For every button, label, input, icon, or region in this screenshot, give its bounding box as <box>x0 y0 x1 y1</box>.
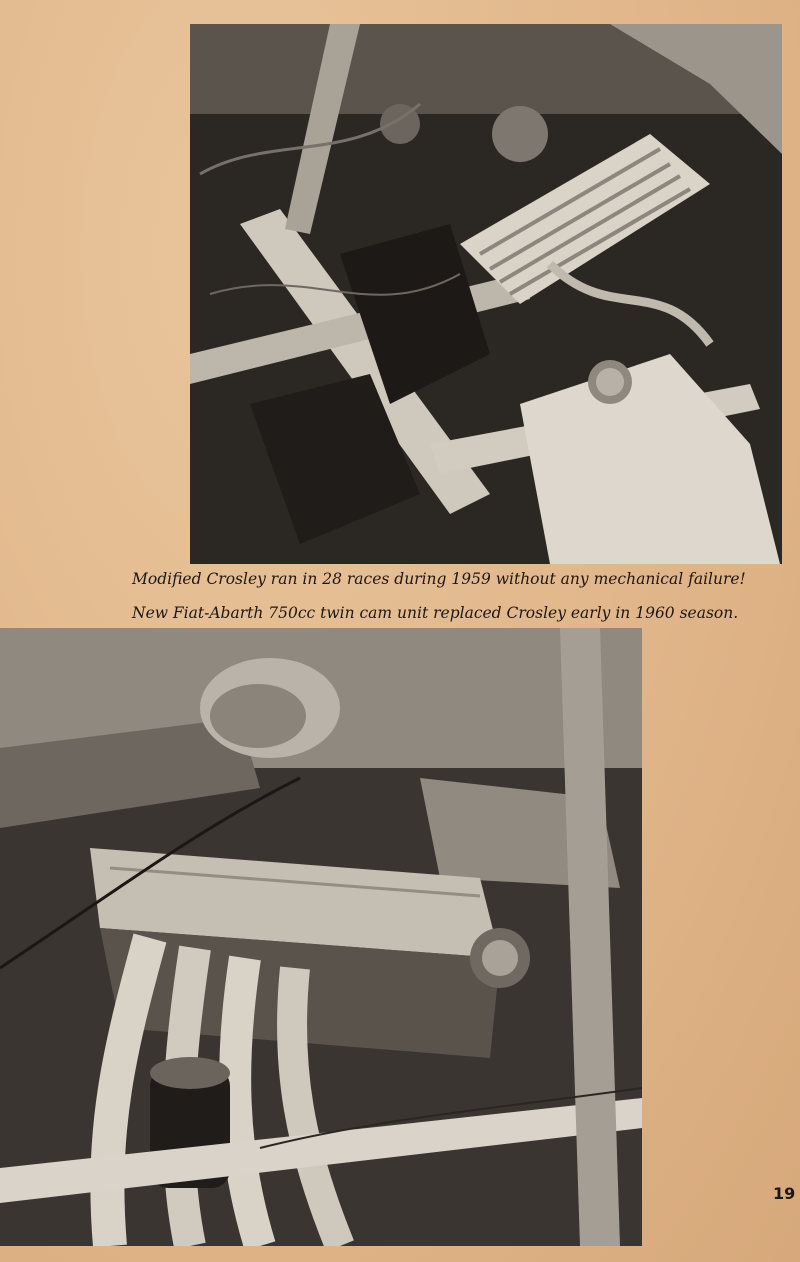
caption-crosley: Modified Crosley ran in 28 races during 1959 without any mechanical failure! <box>132 570 746 588</box>
page-number: 19 <box>773 1184 796 1203</box>
photo-crosley-engine-image <box>190 24 782 564</box>
photo-crosley-engine <box>190 24 782 564</box>
caption-fiat-abarth: New Fiat-Abarth 750cc twin cam unit replaced Crosley early in 1960 season. <box>132 604 739 622</box>
photo-fiat-abarth-engine-image <box>0 628 642 1246</box>
photo-fiat-abarth-engine <box>0 628 642 1246</box>
